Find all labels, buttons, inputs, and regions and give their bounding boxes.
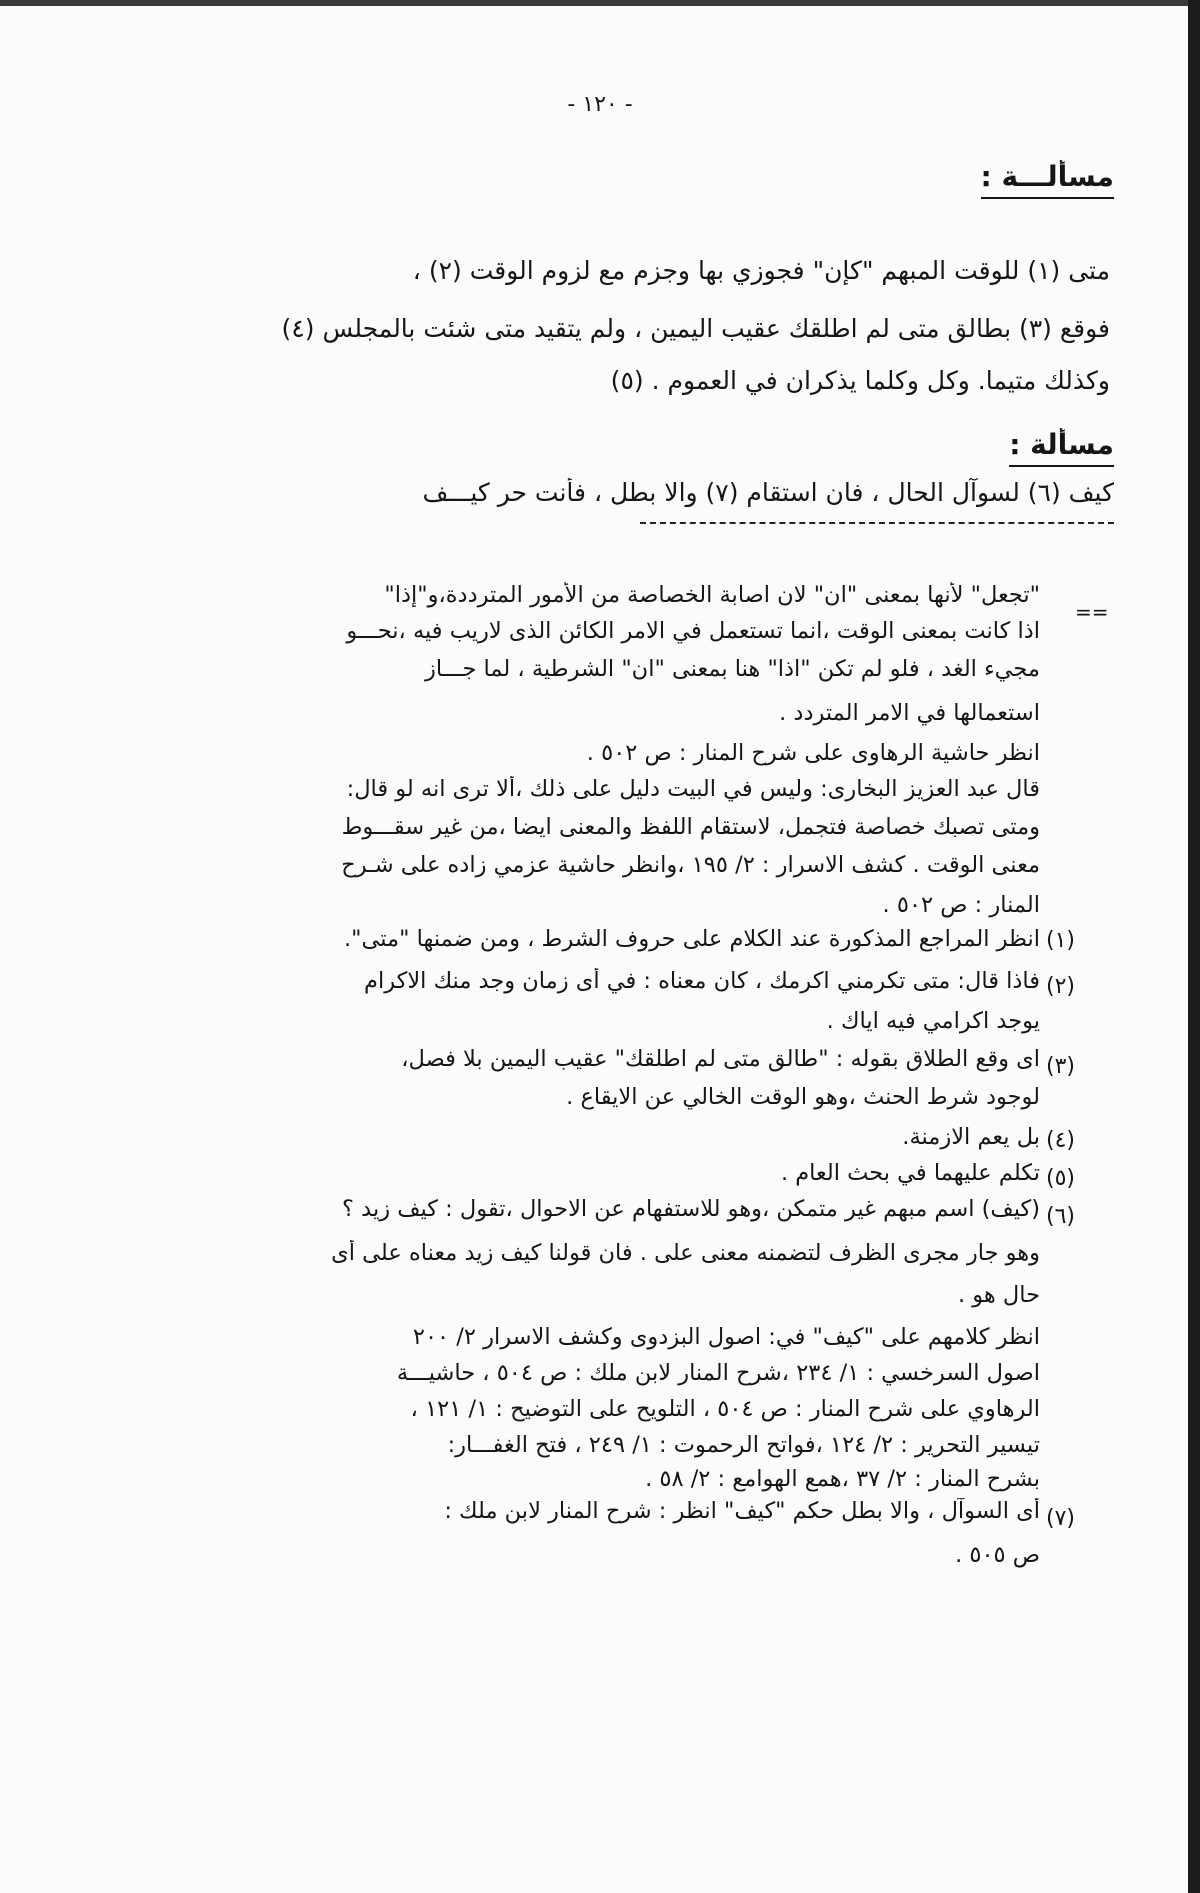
footnote-6-line: انظر كلامهم على "كيف" في: اصول البزدوى وكشف الاسرار ٢/ ٢٠٠ — [412, 1324, 1040, 1350]
page-number: - ١٢٠ - — [567, 92, 633, 117]
section2-line: كيف (٦) لسوآل الحال ، فان استقام (٧) والا بطل ، فأنت حر كيـــف — [422, 478, 1114, 507]
continuation-marker: == — [1075, 600, 1109, 624]
scan-right-edge — [1188, 0, 1200, 1893]
footnote-2-number: (٢) — [1046, 974, 1076, 999]
continuation-line: انظر حاشية الرهاوى على شرح المنار : ص ٥٠٢ . — [586, 740, 1040, 766]
section1-line-1: متى (١) للوقت المبهم "كإن" فجوزي بها وجزم مع لزوم الوقت (٢) ، — [412, 256, 1110, 285]
footnote-2-line: يوجد اكرامي فيه اياك . — [826, 1008, 1040, 1034]
scan-top-edge — [0, 0, 1200, 6]
continuation-line: قال عبد العزيز البخارى: وليس في البيت دليل على ذلك ،ألا ترى انه لو قال: — [346, 776, 1040, 802]
footnote-5-number: (٥) — [1046, 1166, 1076, 1191]
footnote-3-line: لوجود شرط الحنث ،وهو الوقت الخالي عن الايقاع . — [566, 1084, 1040, 1110]
footnote-5-line: تكلم عليهما في بحث العام . — [780, 1160, 1040, 1186]
footnote-6-line: (كيف) اسم مبهم غير متمكن ،وهو للاستفهام عن الاحوال ،تقول : كيف زيد ؟ — [342, 1196, 1040, 1222]
section1-line-2: فوقع (٣) بطالق متى لم اطلقك عقيب اليمين ، ولم يتقيد متى شئت بالمجلس (٤) — [281, 314, 1110, 343]
footnote-4-number: (٤) — [1046, 1128, 1076, 1153]
footnote-3-line: اى وقع الطلاق بقوله : "طالق متى لم اطلقك" عقيب اليمين بلا فصل، — [401, 1046, 1040, 1072]
footnote-7-line: ص ٥٠٥ . — [955, 1542, 1040, 1568]
footnote-6-number: (٦) — [1046, 1204, 1076, 1229]
continuation-line: استعمالها في الامر المتردد . — [779, 700, 1040, 726]
section1-heading: مسألـــة : — [981, 160, 1115, 199]
footnote-2-line: فاذا قال: متى تكرمني اكرمك ، كان معناه : في أى زمان وجد منك الاكرام — [364, 968, 1040, 994]
footnote-6-line: الرهاوي على شرح المنار : ص ٥٠٤ ، التلويح على التوضيح : ١/ ١٢١ ، — [410, 1396, 1040, 1422]
footnote-4-line: بل يعم الازمنة. — [902, 1124, 1040, 1150]
footnote-7-line: أى السوآل ، والا بطل حكم "كيف" انظر : شرح المنار لابن ملك : — [444, 1498, 1040, 1524]
footnote-1-number: (١) — [1046, 928, 1076, 953]
footnote-6-line: تيسير التحرير : ٢/ ١٢٤ ،فواتح الرحموت : ١/ ٢٤٩ ، فتح الغفـــار: — [447, 1432, 1040, 1458]
footnote-6-line: اصول السرخسي : ١/ ٢٣٤ ،شرح المنار لابن ملك : ص ٥٠٤ ، حاشيـــة — [396, 1360, 1040, 1386]
footnote-6-line: بشرح المنار : ٢/ ٣٧ ،همع الهوامع : ٢/ ٥٨ . — [645, 1466, 1040, 1492]
continuation-line: اذا كانت بمعنى الوقت ،انما تستعمل في الامر الكائن الذى لاريب فيه ،نحـــو — [346, 618, 1040, 644]
footnote-6-line: وهو جار مجرى الظرف لتضمنه معنى على . فان قولنا كيف زيد معناه على أى — [331, 1240, 1040, 1266]
continuation-line: "تجعل" لأنها بمعنى "ان" لان اصابة الخصاصة من الأمور المترددة،و"إذا" — [384, 582, 1040, 608]
continuation-line: مجيء الغد ، فلو لم تكن "اذا" هنا بمعنى "ان" الشرطية ، لما جـــاز — [424, 656, 1040, 682]
footnote-6-line: حال هو . — [957, 1282, 1040, 1308]
continuation-line: ومتى تصبك خصاصة فتجمل، لاستقام اللفظ والمعنى ايضا ،من غير سقـــوط — [341, 814, 1040, 840]
continuation-line: المنار : ص ٥٠٢ . — [882, 892, 1040, 918]
footnote-3-number: (٣) — [1046, 1054, 1076, 1079]
continuation-line: معنى الوقت . كشف الاسرار : ٢/ ١٩٥ ،وانظر حاشية عزمي زاده على شـرح — [341, 852, 1040, 878]
section2-heading: مسألة : — [1009, 428, 1114, 467]
footnote-7-number: (٧) — [1046, 1506, 1076, 1531]
section1-line-3: وكذلك متيما. وكل وكلما يذكران في العموم . (٥) — [610, 366, 1110, 395]
footnote-1-line: انظر المراجع المذكورة عند الكلام على حروف الشرط ، ومن ضمنها "متى". — [344, 926, 1040, 952]
dashed-separator — [640, 522, 1114, 524]
